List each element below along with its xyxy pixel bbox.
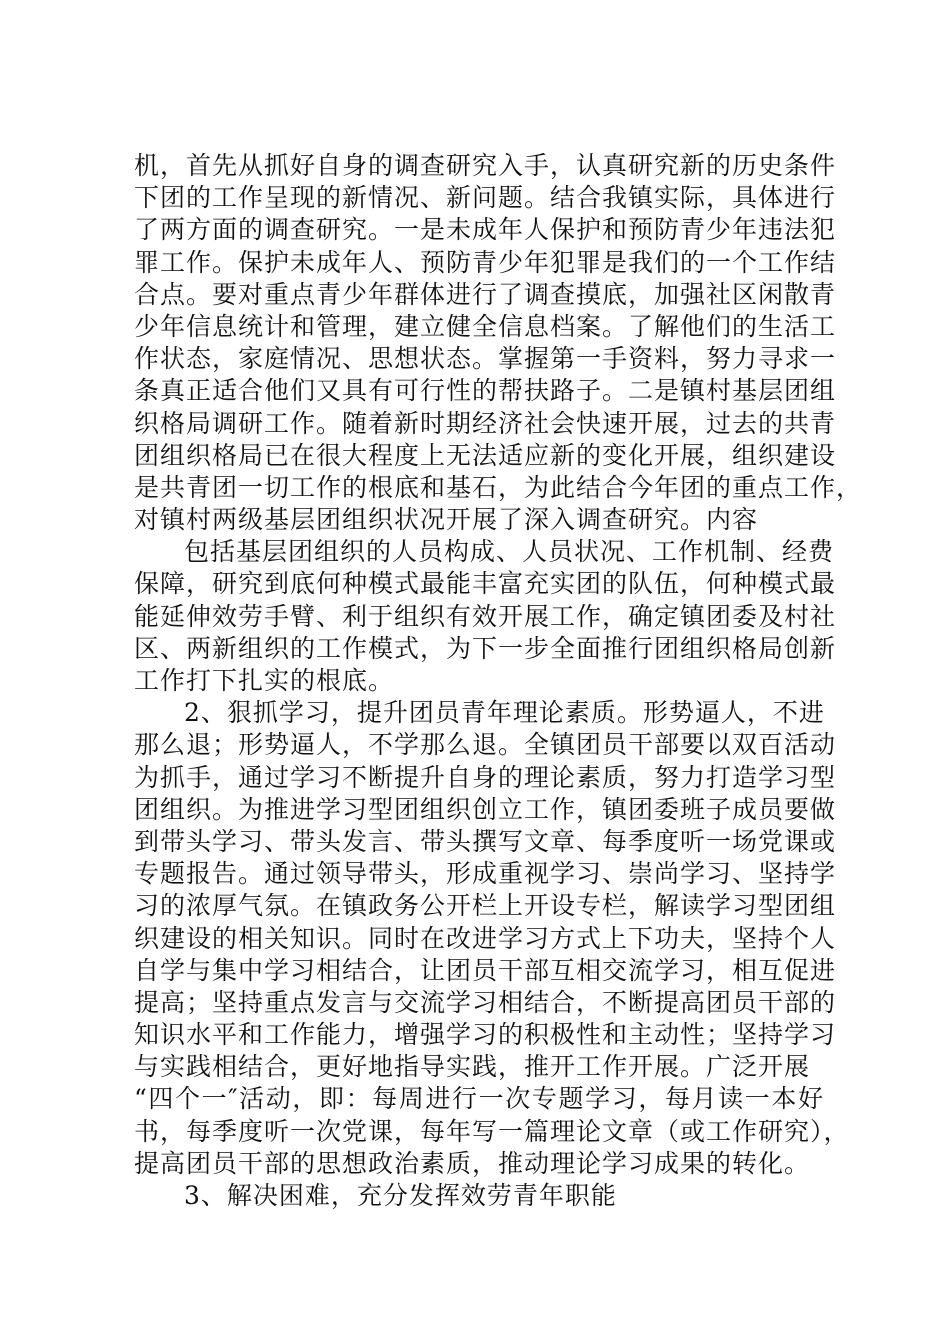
text-line: 到带头学习、带头发言、带头撰写文章、每季度听一场党课或: [134, 826, 837, 856]
text-line: “四个一″活动，即：每周进行一次专题学习，每月读一本好: [134, 1084, 824, 1114]
text-line: 少年信息统计和管理，建立健全信息档案。了解他们的生活工: [134, 311, 837, 341]
text-line: 为抓手，通过学习不断提升自身的理论素质，努力打造学习型: [134, 762, 837, 792]
text-line: 机，首先从抓好自身的调查研究入手，认真研究新的历史条件: [134, 151, 837, 180]
text-line: 织格局调研工作。随着新时期经济社会快速开展，过去的共青: [134, 408, 837, 438]
paragraph-start-line: 3、解决困难，充分发挥效劳青年职能: [184, 1181, 617, 1210]
text-line: 区、两新组织的工作模式，为下一步全面推行团组织格局创新: [134, 633, 837, 663]
text-line: 团组织。为推进学习型团组织创立工作，镇团委班子成员要做: [134, 794, 837, 824]
text-line: 作状态，家庭情况、思想状态。掌握第一手资料，努力寻求一: [134, 344, 837, 374]
text-line: 与实践相结合，更好地指导实践，推开工作开展。广泛开展: [134, 1052, 811, 1082]
text-line: 织建设的相关知识。同时在改进学习方式上下功夫，坚持个人: [134, 923, 837, 953]
text-line: 那么退；形势逼人，不学那么退。全镇团员干部要以双百活动: [134, 730, 837, 760]
text-line: 习的浓厚气氛。在镇政务公开栏上开设专栏，解读学习型团组: [134, 891, 837, 921]
text-line: 书，每季度听一次党课，每年写一篇理论文章（或工作研究），: [134, 1116, 850, 1146]
text-line: 下团的工作呈现的新情况、新问题。结合我镇实际，具体进行: [134, 183, 837, 213]
text-line: 能延伸效劳手臂、利于组织有效开展工作，确定镇团委及村社: [134, 601, 837, 631]
text-line: 条真正适合他们又具有可行性的帮扶路子。二是镇村基层团组: [134, 376, 837, 406]
text-line: 提高团员干部的思想政治素质，推动理论学习成果的转化。: [134, 1148, 811, 1178]
text-line: 工作打下扎实的根底。: [134, 666, 395, 695]
text-line: 知识水平和工作能力，增强学习的积极性和主动性；坚持学习: [134, 1020, 837, 1050]
text-line: 了两方面的调查研究。一是未成年人保护和预防青少年违法犯: [134, 215, 837, 245]
text-line: 合点。要对重点青少年群体进行了调查摸底，加强社区闲散青: [134, 279, 837, 309]
text-line: 是共青团一切工作的根底和基石，为此结合今年团的重点工作，: [134, 472, 863, 502]
text-line: 专题报告。通过领导带头，形成重视学习、崇尚学习、坚持学: [134, 859, 837, 889]
text-line: 提高；坚持重点发言与交流学习相结合，不断提高团员干部的: [134, 987, 837, 1017]
text-line: 自学与集中学习相结合，让团员干部互相交流学习，相互促进: [134, 955, 837, 985]
paragraph-start-line: 包括基层团组织的人员构成、人员状况、工作机制、经费: [184, 537, 835, 567]
text-line: 团组织格局已在很大程度上无法适应新的变化开展，组织建设: [134, 440, 837, 470]
text-line: 罪工作。保护未成年人、预防青少年犯罪是我们的一个工作结: [134, 247, 837, 277]
paragraph-start-line: 2、狠抓学习，提升团员青年理论素质。形势逼人，不进: [184, 698, 825, 728]
body-text: [134, 150, 863, 1212]
text-line: 保障，研究到底何种模式最能丰富充实团的队伍，何种模式最: [134, 569, 837, 599]
text-line: 对镇村两级基层团组织状况开展了深入调查研究。内容: [134, 505, 759, 535]
